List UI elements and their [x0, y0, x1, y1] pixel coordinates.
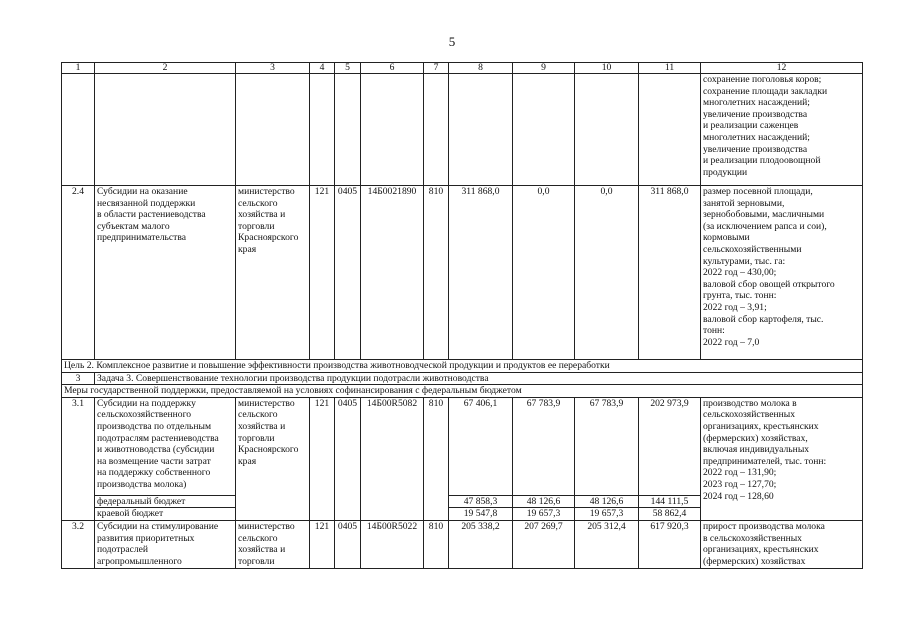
amount-cell: 19 657,3 — [513, 508, 575, 521]
header-cell: 10 — [575, 63, 639, 74]
code-cell: 810 — [424, 186, 449, 360]
budget-label: федеральный бюджет — [95, 495, 236, 508]
amount-cell: 205 338,2 — [449, 520, 513, 568]
amount-cell: 207 269,7 — [513, 520, 575, 568]
header-cell: 3 — [236, 63, 310, 74]
amount-cell: 58 862,4 — [639, 508, 701, 521]
code-cell: 121 — [310, 520, 335, 568]
amount-cell: 617 920,3 — [639, 520, 701, 568]
indicator-cell: сохранение поголовья коров; сохранение площади закладки многолетних насаждений; увеличение производства и реализации саженцев многолетних насаждений; увеличение производства и реализации плодоовощной продукции — [701, 74, 863, 186]
amount-cell: 205 312,4 — [575, 520, 639, 568]
budget-label: краевой бюджет — [95, 508, 236, 521]
page-number: 5 — [448, 34, 456, 49]
table-row-2-4 — [62, 186, 863, 360]
row-number: 3.1 — [62, 397, 95, 520]
goal-text: Цель 2. Комплексное развитие и повышение эффективности производства животноводческой продукции и продуктов ее переработки — [62, 360, 863, 373]
header-row — [62, 63, 863, 74]
task-number: 3 — [62, 372, 95, 385]
row-number: 2.4 — [62, 186, 95, 360]
header-cell: 7 — [424, 63, 449, 74]
amount-cell: 48 126,6 — [513, 495, 575, 508]
code-cell: 0405 — [335, 186, 361, 360]
task-text: Задача 3. Совершенствование технологии производства продукции подотрасли животноводства — [95, 372, 863, 385]
code-cell: 810 — [424, 397, 449, 520]
measures-text: Меры государственной поддержки, предоставляемой на условиях софинансирования с федеральным бюджетом — [62, 385, 863, 398]
code-cell: 14Б00R5082 — [361, 397, 424, 520]
code-cell: 121 — [310, 186, 335, 360]
task-row — [62, 372, 863, 385]
indicator-cell: размер посевной площади, занятой зерновыми, зернобобовыми, масличными (за исключением рапса и сои), кормовыми сельскохозяйственными культурами, тыс. га: 2022 год – 430,00; валовой сбор овощей открытого грунта, тыс. тонн: 2022 год – 3,91; валовой сбор картофеля, тыс. тонн: 2022 год – 7,0 — [701, 186, 863, 360]
header-cell: 9 — [513, 63, 575, 74]
amount-cell: 67 783,9 — [575, 397, 639, 495]
code-cell: 0405 — [335, 397, 361, 520]
table-row-continuation — [62, 74, 863, 186]
header-cell: 6 — [361, 63, 424, 74]
measure-name: Субсидии на стимулирование развития приоритетных подотраслей агропромышленного — [95, 520, 236, 568]
measure-name: Субсидии на оказание несвязанной поддержки в области растениеводства субъектам малого предпринимательства — [95, 186, 236, 360]
code-cell: 14Б00R5022 — [361, 520, 424, 568]
ministry-cell: министерство сельского хозяйства и торговли Красноярского края — [236, 397, 310, 520]
table-row-3-2 — [62, 520, 863, 568]
budget-table — [61, 62, 863, 569]
header-cell: 2 — [95, 63, 236, 74]
amount-cell: 19 547,8 — [449, 508, 513, 521]
ministry-cell: министерство сельского хозяйства и торговли — [236, 520, 310, 568]
amount-cell: 144 111,5 — [639, 495, 701, 508]
amount-cell: 47 858,3 — [449, 495, 513, 508]
row-number: 3.2 — [62, 520, 95, 568]
header-cell: 1 — [62, 63, 95, 74]
ministry-cell: министерство сельского хозяйства и торговли Красноярского края — [236, 186, 310, 360]
header-cell: 11 — [639, 63, 701, 74]
goal-row — [62, 360, 863, 373]
header-cell: 4 — [310, 63, 335, 74]
header-cell: 8 — [449, 63, 513, 74]
amount-cell: 67 406,1 — [449, 397, 513, 495]
code-cell: 0405 — [335, 520, 361, 568]
header-cell: 12 — [701, 63, 863, 74]
amount-cell: 311 868,0 — [449, 186, 513, 360]
amount-cell: 0,0 — [513, 186, 575, 360]
table-row-3-1 — [62, 397, 863, 495]
code-cell: 810 — [424, 520, 449, 568]
code-cell: 14Б0021890 — [361, 186, 424, 360]
amount-cell: 48 126,6 — [575, 495, 639, 508]
amount-cell: 0,0 — [575, 186, 639, 360]
indicator-cell: прирост производства молока в сельскохозяйственных организациях, крестьянских (фермерских) хозяйствах — [701, 520, 863, 568]
indicator-cell: производство молока в сельскохозяйственных организациях, крестьянских (фермерских) хозяйствах, включая индивидуальных предпринимателей, тыс. тонн: 2022 год – 131,90; 2023 год – 127,70; 2024 год – 128,60 — [701, 397, 863, 520]
amount-cell: 311 868,0 — [639, 186, 701, 360]
code-cell: 121 — [310, 397, 335, 520]
measure-name: Субсидии на поддержку сельскохозяйственного производства по отдельным подотраслям растениеводства и животноводства (субсидии на возмещение части затрат на поддержку собственного производства молока) — [95, 397, 236, 495]
measures-row — [62, 385, 863, 398]
amount-cell: 202 973,9 — [639, 397, 701, 495]
amount-cell: 19 657,3 — [575, 508, 639, 521]
header-cell: 5 — [335, 63, 361, 74]
amount-cell: 67 783,9 — [513, 397, 575, 495]
